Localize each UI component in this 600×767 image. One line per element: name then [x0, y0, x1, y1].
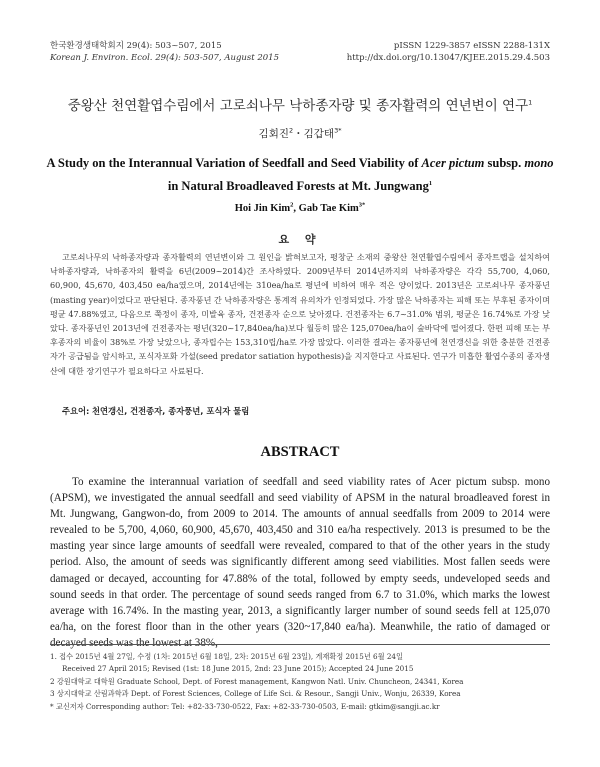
author-en-1: Hoi Jin Kim: [234, 203, 291, 214]
abstract-english-heading: ABSTRACT: [260, 444, 340, 460]
doi-line: http://dx.doi.org/10.13047/KJEE.2015.29.4.503: [346, 53, 550, 63]
journal-citation-en: Korean J. Environ. Ecol. 29(4): 503-507, August 2015: [50, 53, 279, 63]
abstract-english-body: To examine the interannual variation of seedfall and seed viability rates of Acer pictum subsp. mono (APSM), we investigated the annual seedfall and seed viability of APSM in the natural broadleaved forest in Mt. Jungwang, Gangwon-do, from 2009 to 2014. The amounts of annual seedfalls from 2009 to 2014 were revealed to be 5,700, 4,060, 60,900, 45,670, 403,450 and 310 ea/ha respectively. 2013 is presumed to be the masting year since large amounts of seedfall were revealed, compared to that of the other years in the study period. Also, the amount of seeds was significantly different among seed viabilities. Most fallen seeds were damaged or decayed, accounting for 47.88% of the total, followed by empty seeds, undeveloped seeds and sound seeds in that order. The percentage of sound seeds ranged from 6.7 to 31.0%, which marks the lowest average with 16.74%. In the masting year, 2013, a significantly larger number of sound seeds fell at 125,070 ea/ha, on the forest floor than in the other years (320~17,840 ea/ha). Meanwhile, the ratio of damaged or decayed seeds was the lowest at 38%,: [50, 476, 550, 649]
footnote-corresponding-author: * 교신저자 Corresponding author: Tel: +82-33-730-0522, Fax: +82-33-730-0503, E-mail: gtkim@sangji.ac.kr: [50, 701, 440, 711]
author-en-2-affil: 3*: [358, 201, 366, 209]
keywords-label: 주요어:: [62, 406, 90, 416]
authors-english: [20, 203, 580, 214]
title-english-line-1: [20, 152, 580, 175]
keywords-list: 천연갱신, 건전종자, 종자풍년, 포식자 물림: [92, 406, 250, 416]
title-korean-footnote-mark: 1: [528, 98, 533, 107]
footnote-received-en: Received 27 April 2015; Revised (1st: 18 June 2015, 2nd: 23 June 2015); Accepted 24 June 2015: [62, 664, 414, 674]
journal-header-right: [347, 40, 550, 64]
authors-korean: [20, 126, 580, 141]
title-english-line-2: [20, 175, 580, 198]
footnotes: [50, 651, 560, 713]
journal-citation-ko: 한국환경생태학회지 29(4): 503~507, 2015: [50, 41, 222, 51]
abstract-korean-body: 고로쇠나무의 낙하종자량과 종자활력의 연년변이와 그 원인을 밝혀보고자, 평창군 소재의 중왕산 천연활엽수림에서 종자트랩을 설치하여 낙하종자량과, 낙하종자의 활력을 6년(2009~2014)간 조사하였다. 2009년부터 2014년까지의 낙하종자량은 각각 55,700, 4,060, 60,900, 45,670, 403,450 ea/ha였으며, 2014년에는 310ea/ha로 평년에 비하여 매우 적은 양이었다. 2013년은 고로쇠나무 종자풍년(masting year)이었다고 판단된다. 종자풍년 간 낙하종자량은 통계적 유의차가 인정되었다. 가장 많은 낙하종자는 피해 또는 부후된 종자이며 평균 47.88%였고, 다음으로 쭉정이 종자, 미발육 종자, 건전종자 순으로 낮아졌다. 건전종자는 6.7~31.0% 범위, 평균은 16.74%로 가장 낮았다. 종자풍년인 2013년에 건전종자는 평년(320~17,840ea/ha)보다 월등히 많은 125,070ea/ha이 숲바닥에 떨어졌다. 한편 피해 또는 부후종자의 비율이 38%로 가장 낮았으나, 종자립수는 153,310립/ha로 가장 많았다. 이러한 결과는 종자풍년에 천연갱신을 위한 충분한 건전종자가 공급됨을 암시하고, 포식자포화 가설(seed predator satiation hypothesis)을 지지한다고 사료된다. 연구가 미흡한 활엽수종의 종자생산에 대한 장기연구가 필요하다고 사료된다.: [50, 252, 550, 376]
author-ko-2: 김갑태: [303, 128, 335, 140]
footnote-affiliation-2: 2 강원대학교 대학원 Graduate School, Dept. of Forest management, Kangwon Natl. Univ. Chuncheon, 24341, Korea: [50, 676, 464, 686]
author-ko-1-affil: 2: [288, 126, 294, 135]
title-english-footnote-mark: 1: [428, 179, 433, 187]
title-english-mono: mono: [524, 156, 554, 170]
title-korean: [20, 94, 580, 114]
footnote-affiliation-3: 3 상지대학교 산림과학과 Dept. of Forest Sciences, College of Life Sci. & Resour., Sangji Univ., Wonju, 26339, Korea: [50, 689, 461, 699]
keywords-korean: [62, 405, 249, 417]
author-ko-separator: ・: [293, 128, 304, 140]
footnote-divider: [50, 644, 550, 645]
author-en-separator: ,: [293, 203, 299, 214]
title-english-text-1: A Study on the Interannual Variation of Seedfall and Seed Viability of: [46, 156, 422, 170]
footnote-received-ko: 1. 접수 2015년 4월 27일, 수정 (1차: 2015년 6월 18일, 2차: 2015년 6월 23일), 게재확정 2015년 6월 24일: [50, 652, 403, 661]
journal-header-left: [50, 40, 279, 64]
title-english-subsp: subsp.: [484, 156, 525, 170]
author-en-1-affil: 2: [290, 201, 294, 209]
title-english-text-2: in Natural Broadleaved Forests at Mt. Jungwang: [167, 179, 429, 193]
title-korean-text: 중왕산 천연활엽수림에서 고로쇠나무 낙하종자량 및 종자활력의 연년변이 연구: [67, 98, 529, 114]
abstract-korean-heading: 요 약: [278, 233, 322, 246]
issn-line: pISSN 1229-3857 eISSN 2288-131X: [393, 41, 550, 51]
title-english-species: Acer pictum: [421, 156, 485, 170]
author-en-2: Gab Tae Kim: [298, 203, 359, 214]
author-ko-1: 김회진: [258, 128, 289, 140]
title-english: [20, 152, 580, 198]
author-ko-2-affil: 3*: [334, 126, 342, 135]
